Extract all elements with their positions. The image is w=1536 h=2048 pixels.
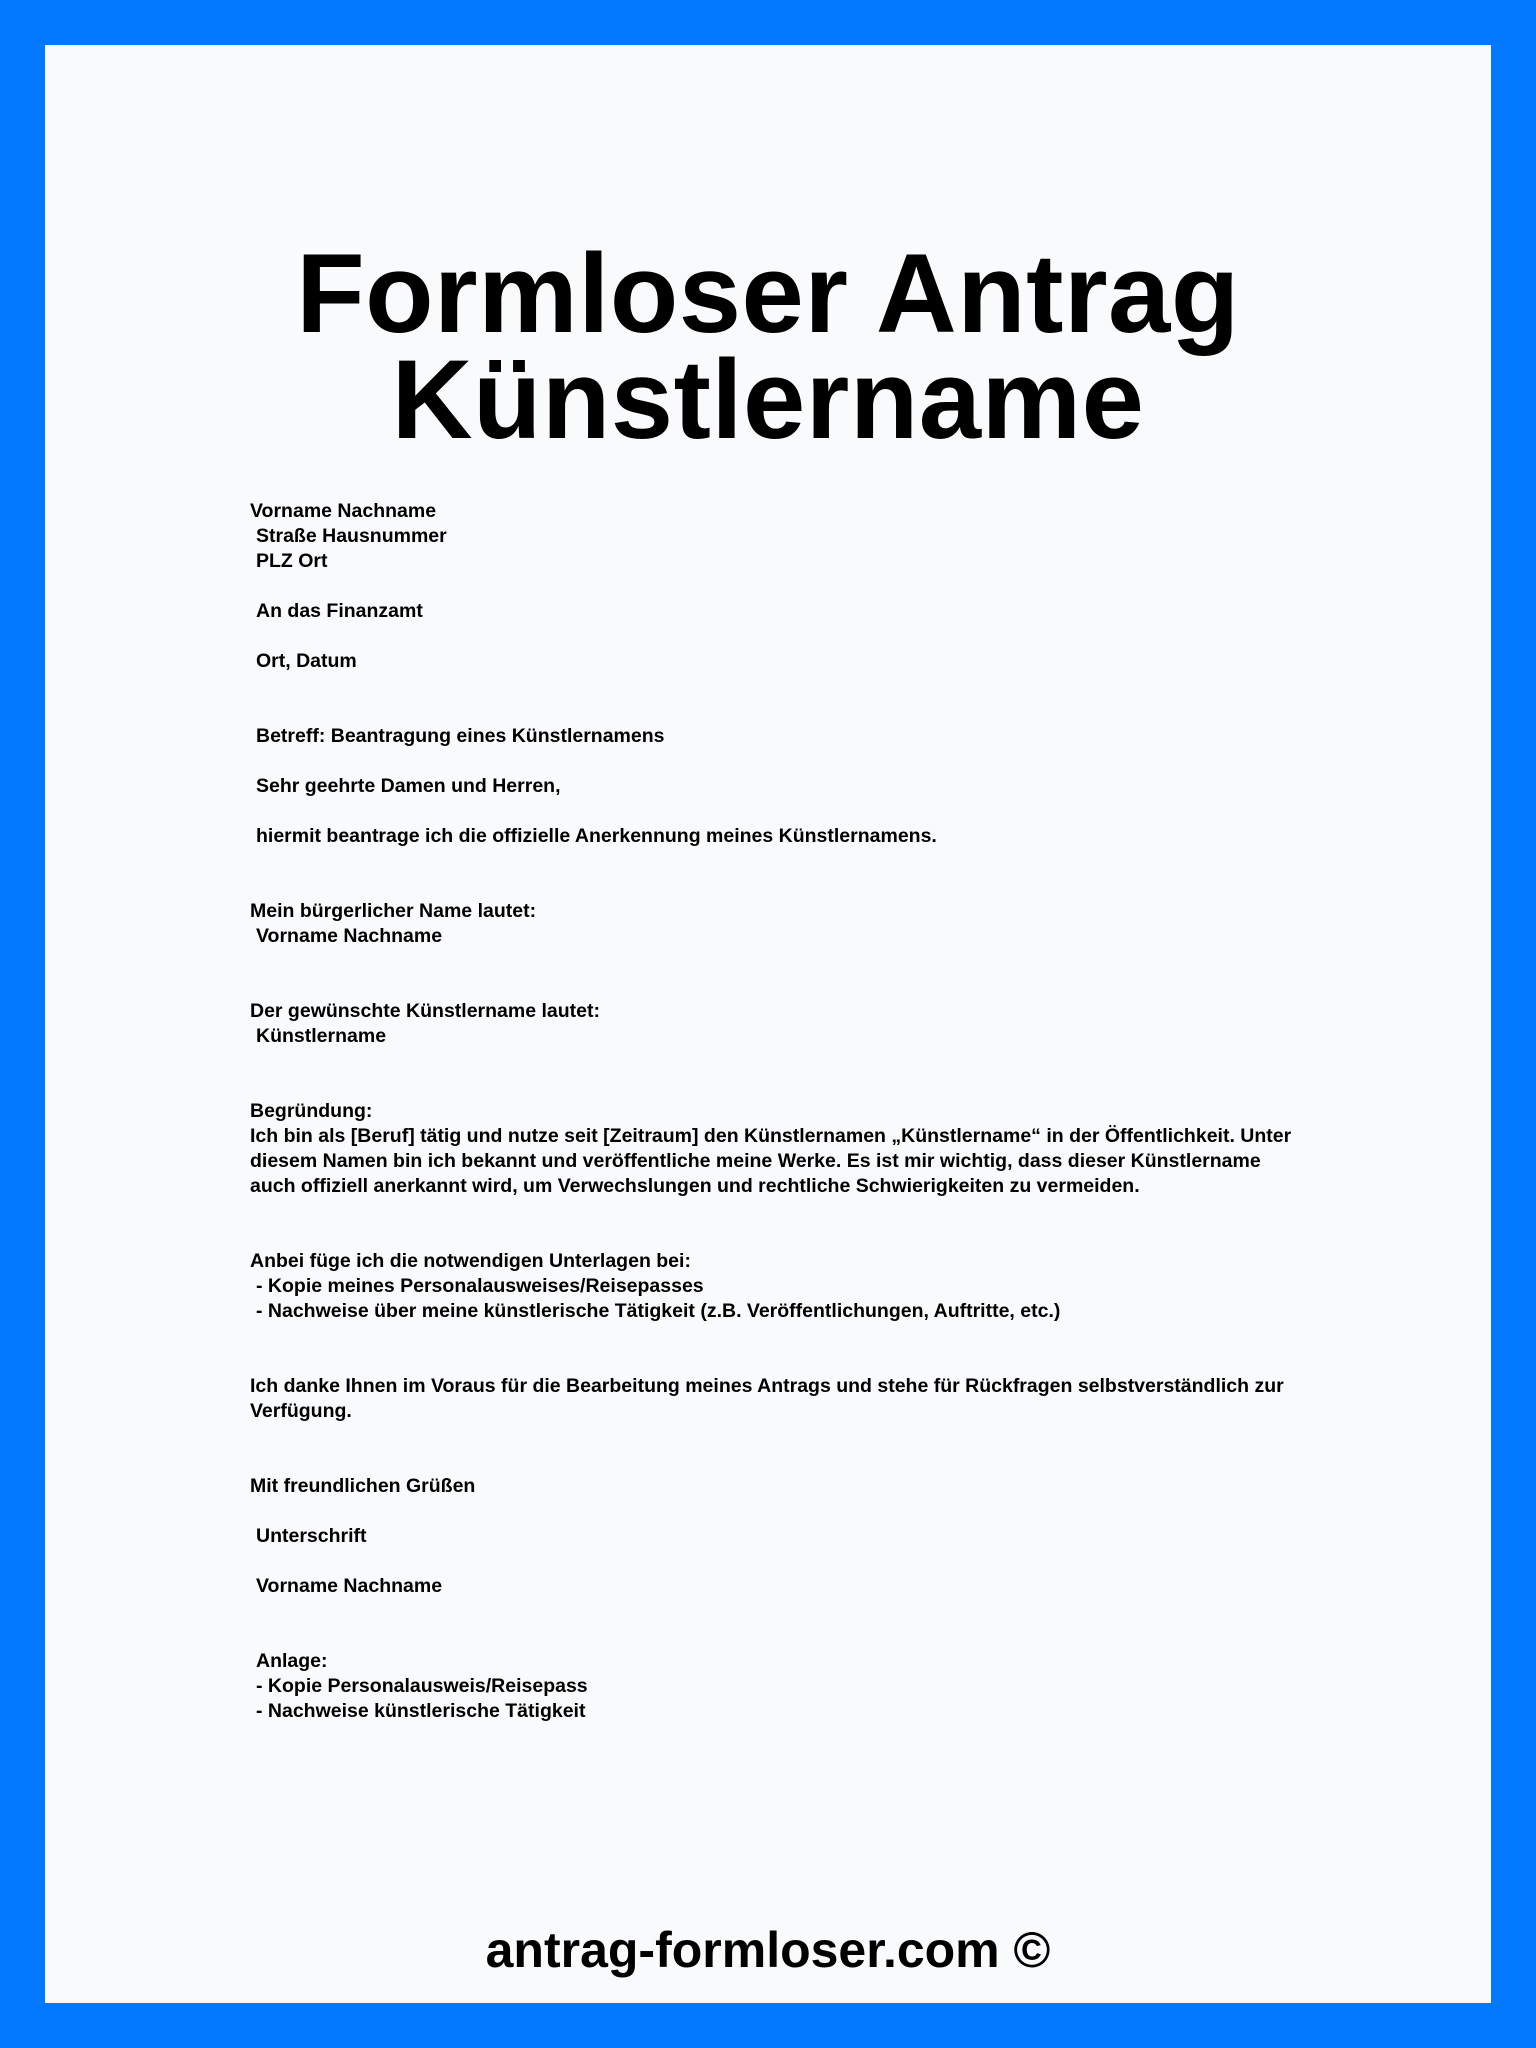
sender-name: Vorname Nachname	[250, 500, 437, 522]
civil-name-label: Mein bürgerlicher Name lautet:	[250, 900, 537, 922]
thanks-paragraph: Ich danke Ihnen im Voraus für die Bearbeitung meines Antrags und stehe für Rückfragen selbstverständlich zur Verfügung.	[250, 1375, 1290, 1422]
salutation: Sehr geehrte Damen und Herren,	[256, 775, 561, 797]
page-title	[45, 231, 1491, 462]
artist-name-value: Künstlername	[256, 1025, 387, 1047]
attachment-item: - Kopie meines Personalausweises/Reisepasses	[256, 1275, 704, 1297]
place-date: Ort, Datum	[256, 650, 357, 672]
enclosure-item: - Nachweise künstlerische Tätigkeit	[256, 1700, 586, 1722]
letter-body	[250, 499, 1310, 1724]
sender-city: PLZ Ort	[256, 550, 328, 572]
signature-placeholder: Unterschrift	[256, 1525, 367, 1547]
signature-name: Vorname Nachname	[256, 1575, 443, 1597]
title-line-2: Künstlername	[391, 337, 1145, 462]
attachment-item: - Nachweise über meine künstlerische Tätigkeit (z.B. Veröffentlichungen, Auftritte, etc.)	[256, 1300, 1061, 1322]
reason-paragraph: Ich bin als [Beruf] tätig und nutze seit [Zeitraum] den Künstlernamen „Künstlername“ in der Öffentlichkeit. Unter diesem Namen bin ich bekannt und veröffentliche meine Werke. Es ist mir wichtig, dass dieser Künstlername auch offiziell anerkannt wird, um Verwechslungen und rechtliche Schwierigkeiten zu vermeiden.	[250, 1125, 1297, 1197]
subject-line: Betreff: Beantragung eines Künstlernamens	[256, 725, 665, 747]
intro-paragraph: hiermit beantrage ich die offizielle Anerkennung meines Künstlernamens.	[256, 825, 937, 847]
civil-name-value: Vorname Nachname	[256, 925, 443, 947]
recipient: An das Finanzamt	[256, 600, 423, 622]
artist-name-label: Der gewünschte Künstlername lautet:	[250, 1000, 600, 1022]
enclosure-item: - Kopie Personalausweis/Reisepass	[256, 1675, 588, 1697]
document-page	[45, 45, 1491, 2003]
title-line-1: Formloser Antrag	[296, 231, 1240, 356]
reason-label: Begründung:	[250, 1100, 373, 1122]
enclosure-label: Anlage:	[256, 1650, 328, 1672]
attachments-intro: Anbei füge ich die notwendigen Unterlagen bei:	[250, 1250, 691, 1272]
closing: Mit freundlichen Grüßen	[250, 1475, 476, 1497]
sender-street: Straße Hausnummer	[256, 525, 447, 547]
footer-copyright: antrag-formloser.com ©	[485, 1922, 1051, 1978]
